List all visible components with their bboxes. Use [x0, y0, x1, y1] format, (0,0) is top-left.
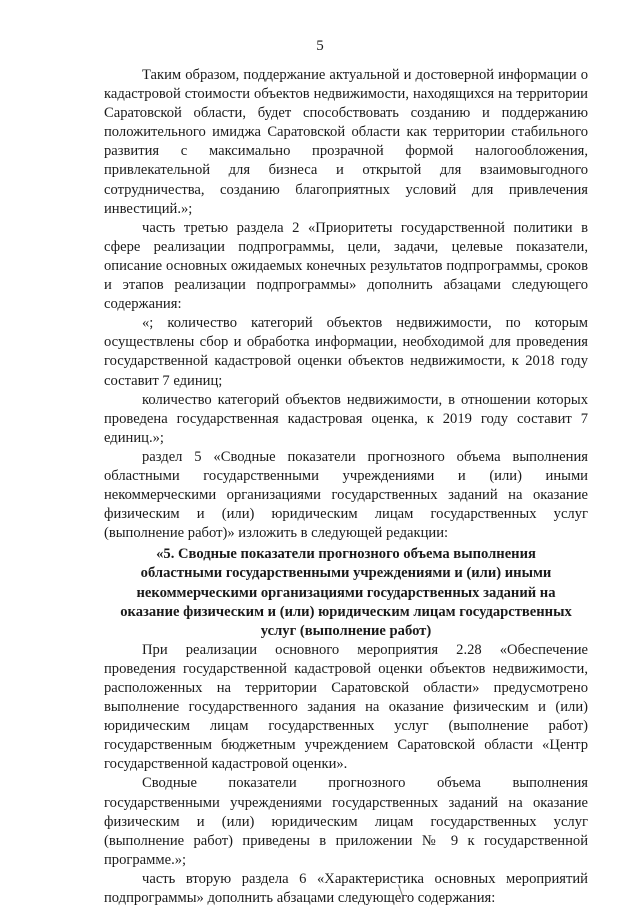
paragraph-indicator-2018: «; количество категорий объектов недвижимости, по которым осуществлены сбор и обработка информации, необходимой для проведения государственной кадастровой оценки объектов недвижимости, к 2018 году составит 7 единиц; [104, 315, 588, 389]
paragraph-indicator-2019: количество категорий объектов недвижимости, в отношении которых проведена государственная кадастровая оценка, к 2019 году составит 7 единиц.»; [104, 391, 588, 446]
paragraph-section6-amendment: часть вторую раздела 6 «Характеристика основных мероприятий подпрограммы» дополнить абзацами следующего содержания: [104, 870, 588, 907]
paragraph-summary: Таким образом, поддержание актуальной и достоверной информации о кадастровой стоимости объектов недвижимости, находящихся на территории Саратовской области, будет способствовать созданию и поддержанию положительного имиджа Саратовской области как территории стабильного развития с максимально прозрачной формой налогообложения, привлекательной для бизнеса и открытой для взаимовыгодного сотрудничества, созданию благоприятных условий для привлечения инвестиций.»; [104, 67, 588, 217]
paragraph-section2-amendment: часть третью раздела 2 «Приоритеты государственной политики в сфере реализации подпрограммы, цели, задачи, целевые показатели, описание основных ожидаемых конечных результатов подпрограммы, сроков и этапов реализации подпрограммы» дополнить абзацами следующего содержания: [104, 219, 588, 313]
page-number: 5 [316, 38, 324, 54]
section-heading: «5. Сводные показатели прогнозного объема выполнения областными государственными учреждениями и (или) иными некоммерческими организациями государственных заданий на оказание физическим и (или) юридическим лицам государственных услуг (выполнение работ) [120, 546, 572, 639]
paragraph-summary-indicators: Сводные показатели прогнозного объема выполнения государственными учреждениями государственных заданий на оказание физическим и (или) юридическим лицам государственных услуг (выполнение работ) приведены в приложении № 9 к государственной программе.»; [104, 775, 588, 868]
document-body [104, 66, 588, 908]
paragraph-section5-amendment: раздел 5 «Сводные показатели прогнозного объема выполнения областными государственными учреждениями и (или) иными некоммерческими организациями государственных заданий на оказание физическим и (или) юридическим лицам государственных услуг (выполнение работ)» изложить в следующей редакции: [104, 448, 588, 542]
paragraph-main-activity: При реализации основного мероприятия 2.28 «Обеспечение проведения государственной кадастровой оценки объектов недвижимости, расположенных на территории Саратовской области» предусмотрено выполнение государственного задания на оказание физическим и (или) юридическим лицам государственных услуг (выполнение работ) государственным бюджетным учреждением Саратовской области «Центр государственной кадастровой оценки». [104, 641, 588, 773]
